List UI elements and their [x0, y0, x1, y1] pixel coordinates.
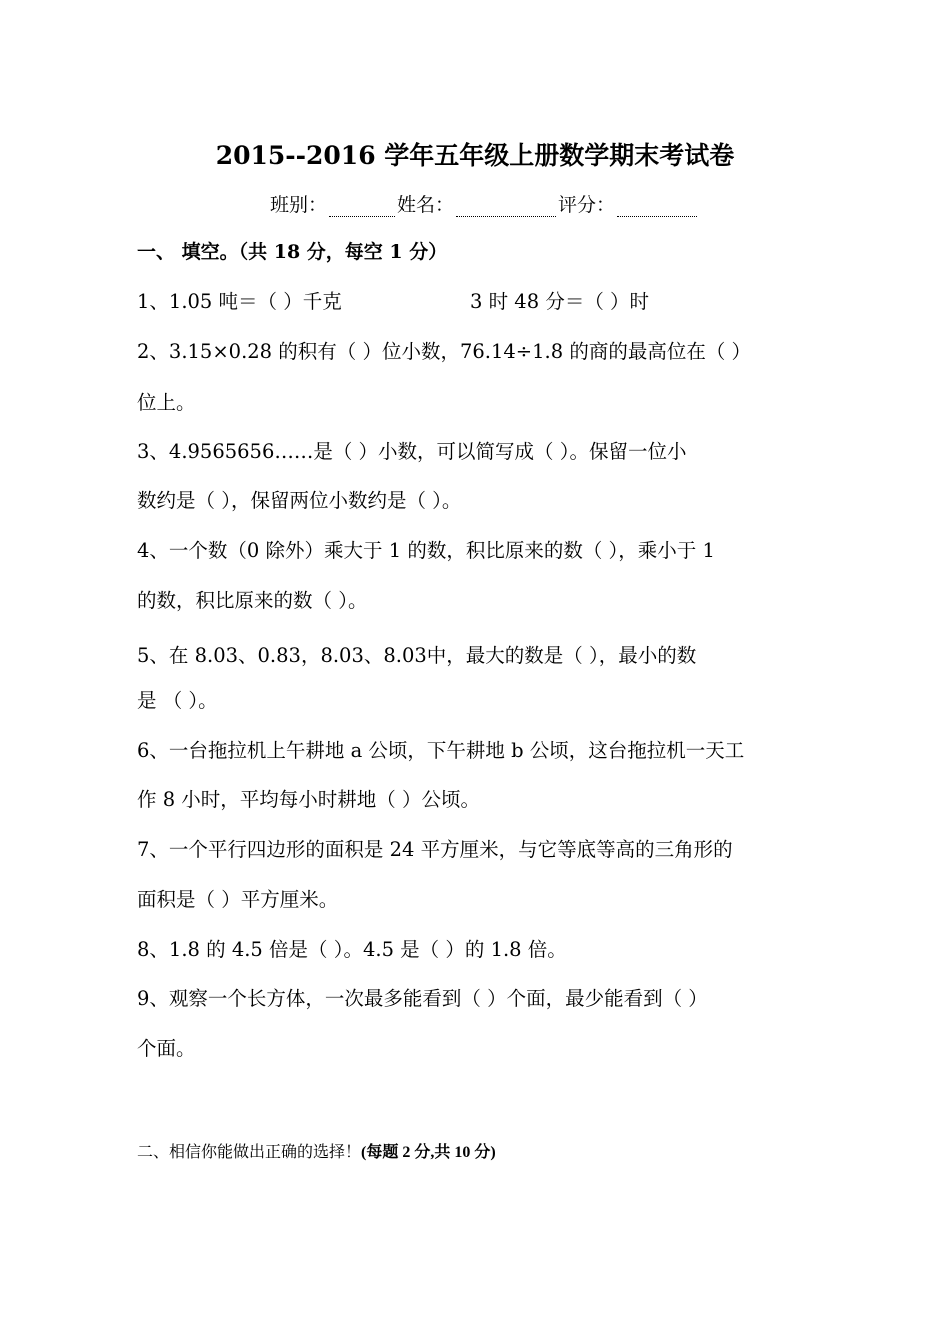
question-6-line1: 6、一台拖拉机上午耕地 a 公顷，下午耕地 b 公顷，这台拖拉机一天工 — [137, 739, 745, 762]
question-5-line2: 是 （ ）。 — [137, 689, 218, 712]
question-5-line1: 5、在 8.03、0.83，8.03、8.03中，最大的数是（ ），最小的数 — [137, 644, 697, 667]
section2-points: (每题 2 分,共 10 分) — [361, 1144, 496, 1161]
name-blank — [456, 196, 556, 217]
question-2-line1: 2、3.15×0.28 的积有（ ）位小数，76.14÷1.8 的商的最高位在（ ） — [137, 340, 752, 363]
class-blank — [329, 196, 395, 217]
question-7-line2: 面积是（ ）平方厘米。 — [137, 888, 339, 911]
score-blank — [617, 196, 697, 217]
question-3-line2: 数约是（ ），保留两位小数约是（ ）。 — [137, 489, 462, 512]
student-info-row — [270, 190, 699, 217]
section1-heading: 一、 填空。（共 18 分，每空 1 分） — [137, 241, 448, 263]
class-label: 班别： — [270, 194, 328, 216]
question-1b: 3 时 48 分＝（ ）时 — [470, 290, 650, 313]
exam-title: 2015--2016 学年五年级上册数学期末考试卷 — [215, 141, 735, 170]
question-3-line1: 3、4.9565656……是（ ）小数，可以简写成（ ）。保留一位小 — [137, 440, 687, 463]
question-7-line1: 7、一个平行四边形的面积是 24 平方厘米，与它等底等高的三角形的 — [137, 838, 733, 861]
question-4-line2: 的数，积比原来的数（ ）。 — [137, 589, 368, 612]
question-8: 8、1.8 的 4.5 倍是（ ）。4.5 是（ ）的 1.8 倍。 — [137, 938, 567, 961]
question-1a: 1、1.05 吨＝（ ）千克 — [137, 290, 342, 313]
question-4-line1: 4、一个数（0 除外）乘大于 1 的数，积比原来的数（ ），乘小于 1 — [137, 539, 715, 562]
question-9-line1: 9、观察一个长方体，一次最多能看到（ ）个面，最少能看到（ ） — [137, 987, 708, 1010]
section2-heading — [137, 1144, 496, 1161]
question-9-line2: 个面。 — [137, 1037, 196, 1060]
question-6-line2: 作 8 小时，平均每小时耕地（ ）公顷。 — [137, 788, 481, 811]
score-label: 评分： — [558, 194, 616, 216]
question-2-line2: 位上。 — [137, 391, 196, 414]
name-label: 姓名： — [397, 194, 455, 216]
section2-text: 二、相信你能做出正确的选择！ — [137, 1142, 362, 1161]
